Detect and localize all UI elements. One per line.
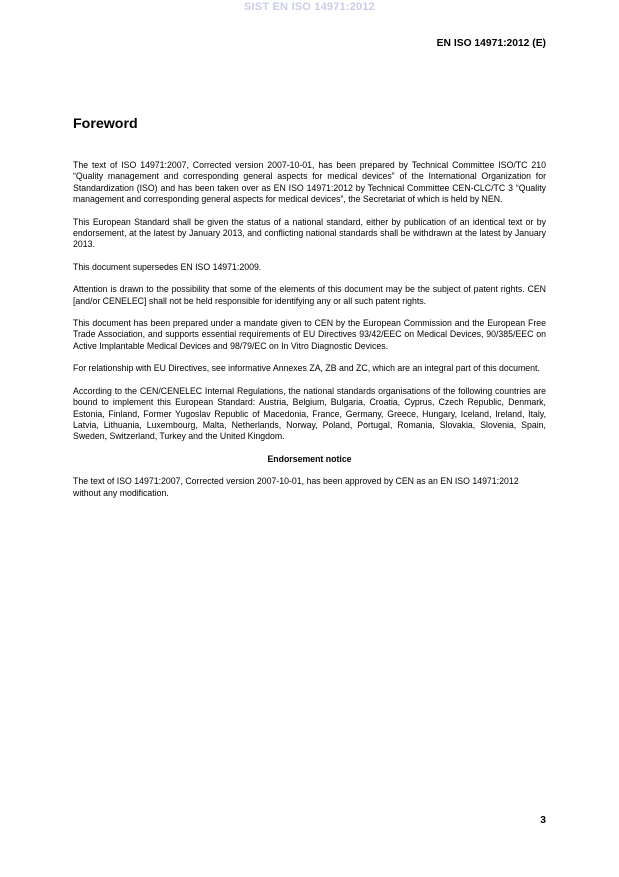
watermark: SIST EN ISO 14971:2012 — [244, 1, 375, 13]
page-title: Foreword — [73, 116, 138, 132]
paragraph-countries: According to the CEN/CENELEC Internal Regulations, the national standards organisations of the following countries are bound to implement this European Standard: Austria, Belgium, Bulgaria, Croatia, Cyprus, Czech Republic, Denmark, Estonia, Finland, Former Yugoslav Republic of Macedonia, France, Germany, Greece, Hungary, Iceland, Ireland, Italy, Latvia, Lithuania, Luxembourg, Malta, Netherlands, Norway, Poland, Portugal, Romania, Slovakia, Slovenia, Spain, Sweden, Switzerland, Turkey and the United Kingdom. — [73, 385, 546, 442]
paragraph-mandate: This document has been prepared under a mandate given to CEN by the European Commission and the European Free Trade Association, and supports essential requirements of EU Directives 93/42/EEC on Medical Devices, 90/385/EEC on Active Implantable Medical Devices and 98/79/EC on In Vitro Diagnostic Devices. — [73, 318, 546, 351]
paragraph-eu-directives: For relationship with EU Directives, see informative Annexes ZA, ZB and ZC, which are an integral part of this document. — [73, 363, 540, 374]
endorsement-heading: Endorsement notice — [267, 453, 352, 464]
document-id-header: EN ISO 14971:2012 (E) — [436, 38, 546, 49]
paragraph-preparation: The text of ISO 14971:2007, Corrected version 2007-10-01, has been prepared by Technical Committee ISO/TC 210 “Quality management and corresponding general aspects for medical devices” of the International Organization for Standardization (ISO) and has been taken over as EN ISO 14971:2012 by Technical Committee CEN-CLC/TC 3 “Quality management and corresponding general aspects for medical devices”, the Secretariat of which is held by NEN. — [73, 160, 546, 205]
paragraph-supersedes: This document supersedes EN ISO 14971:2009. — [73, 261, 262, 272]
paragraph-national-status: This European Standard shall be given the status of a national standard, either by publication of an identical text or by endorsement, at the latest by January 2013, and conflicting national standards shall be withdrawn at the latest by January 2013. — [73, 216, 546, 250]
page-number: 3 — [540, 815, 546, 826]
foreword-body — [73, 160, 546, 510]
endorsement-text: The text of ISO 14971:2007, Corrected version 2007-10-01, has been approved by CEN as an EN ISO 14971:2012 without any modification. — [73, 476, 519, 498]
paragraph-patent-rights: Attention is drawn to the possibility that some of the elements of this document may be the subject of patent rights. CEN [and/or CENELEC] shall not be held responsible for identifying any or all such patent rights. — [73, 284, 546, 306]
